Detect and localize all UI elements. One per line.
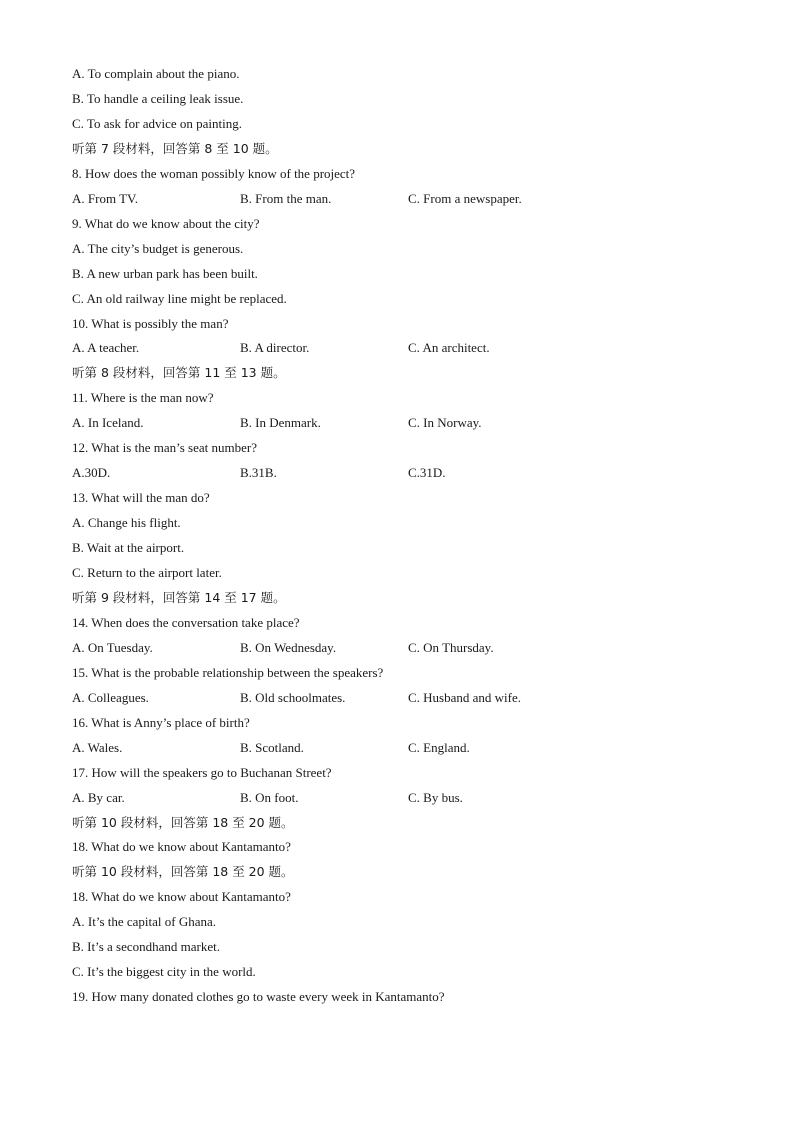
option-a: A. From TV. [72, 191, 138, 206]
question-line: 9. What do we know about the city? [72, 216, 260, 231]
question-line: C. It’s the biggest city in the world. [72, 964, 256, 979]
section-instruction: 听第 7 段材料，回答第 8 至 10 题。 [72, 141, 278, 156]
question-line: B. To handle a ceiling leak issue. [72, 91, 244, 106]
question-line: C. An old railway line might be replaced. [72, 291, 287, 306]
question-line: B. It’s a secondhand market. [72, 939, 221, 954]
question-line: 13. What will the man do? [72, 490, 210, 505]
question-line: 11. Where is the man now? [72, 390, 214, 405]
option-a: A. Colleagues. [72, 690, 149, 705]
question-line: A. To complain about the piano. [72, 66, 240, 81]
question-line: 19. How many donated clothes go to waste every week in Kantamanto? [72, 989, 445, 1004]
option-a: A. A teacher. [72, 340, 140, 355]
question-line: 17. How will the speakers go to Buchanan Street? [72, 765, 332, 780]
option-b: B. Scotland. [240, 740, 304, 755]
section-instruction: 听第 10 段材料，回答第 18 至 20 题。 [72, 815, 294, 830]
question-line: 10. What is possibly the man? [72, 316, 229, 331]
option-b: B. On foot. [240, 790, 299, 805]
option-c: C.31D. [408, 465, 446, 480]
question-line: B. Wait at the airport. [72, 540, 185, 555]
section-instruction: 听第 10 段材料，回答第 18 至 20 题。 [72, 864, 294, 879]
option-c: C. On Thursday. [408, 640, 494, 655]
question-line: 15. What is the probable relationship between the speakers? [72, 665, 384, 680]
question-line: B. A new urban park has been built. [72, 266, 258, 281]
question-line: 16. What is Anny’s place of birth? [72, 715, 250, 730]
option-a: A. In Iceland. [72, 415, 144, 430]
option-c: C. England. [408, 740, 470, 755]
option-c: C. Husband and wife. [408, 690, 522, 705]
option-a: A. On Tuesday. [72, 640, 153, 655]
option-c: C. By bus. [408, 790, 463, 805]
option-a: A. Wales. [72, 740, 123, 755]
question-line: 12. What is the man’s seat number? [72, 440, 257, 455]
option-c: C. In Norway. [408, 415, 482, 430]
question-line: A. It’s the capital of Ghana. [72, 914, 217, 929]
option-a: A. By car. [72, 790, 125, 805]
option-b: B. A director. [240, 340, 310, 355]
question-line: 18. What do we know about Kantamanto? [72, 889, 291, 904]
question-line: 14. When does the conversation take place? [72, 615, 300, 630]
option-c: C. An architect. [408, 340, 490, 355]
question-line: 18. What do we know about Kantamanto? [72, 839, 291, 854]
option-a: A.30D. [72, 465, 111, 480]
option-b: B. On Wednesday. [240, 640, 337, 655]
option-b: B.31B. [240, 465, 277, 480]
option-c: C. From a newspaper. [408, 191, 522, 206]
option-b: B. From the man. [240, 191, 332, 206]
question-line: C. To ask for advice on painting. [72, 116, 242, 131]
option-b: B. In Denmark. [240, 415, 321, 430]
question-line: 8. How does the woman possibly know of the project? [72, 166, 356, 181]
question-line: C. Return to the airport later. [72, 565, 222, 580]
section-instruction: 听第 9 段材料，回答第 14 至 17 题。 [72, 590, 286, 605]
option-b: B. Old schoolmates. [240, 690, 346, 705]
section-instruction: 听第 8 段材料，回答第 11 至 13 题。 [72, 365, 286, 380]
question-line: A. The city’s budget is generous. [72, 241, 244, 256]
question-line: A. Change his flight. [72, 515, 181, 530]
